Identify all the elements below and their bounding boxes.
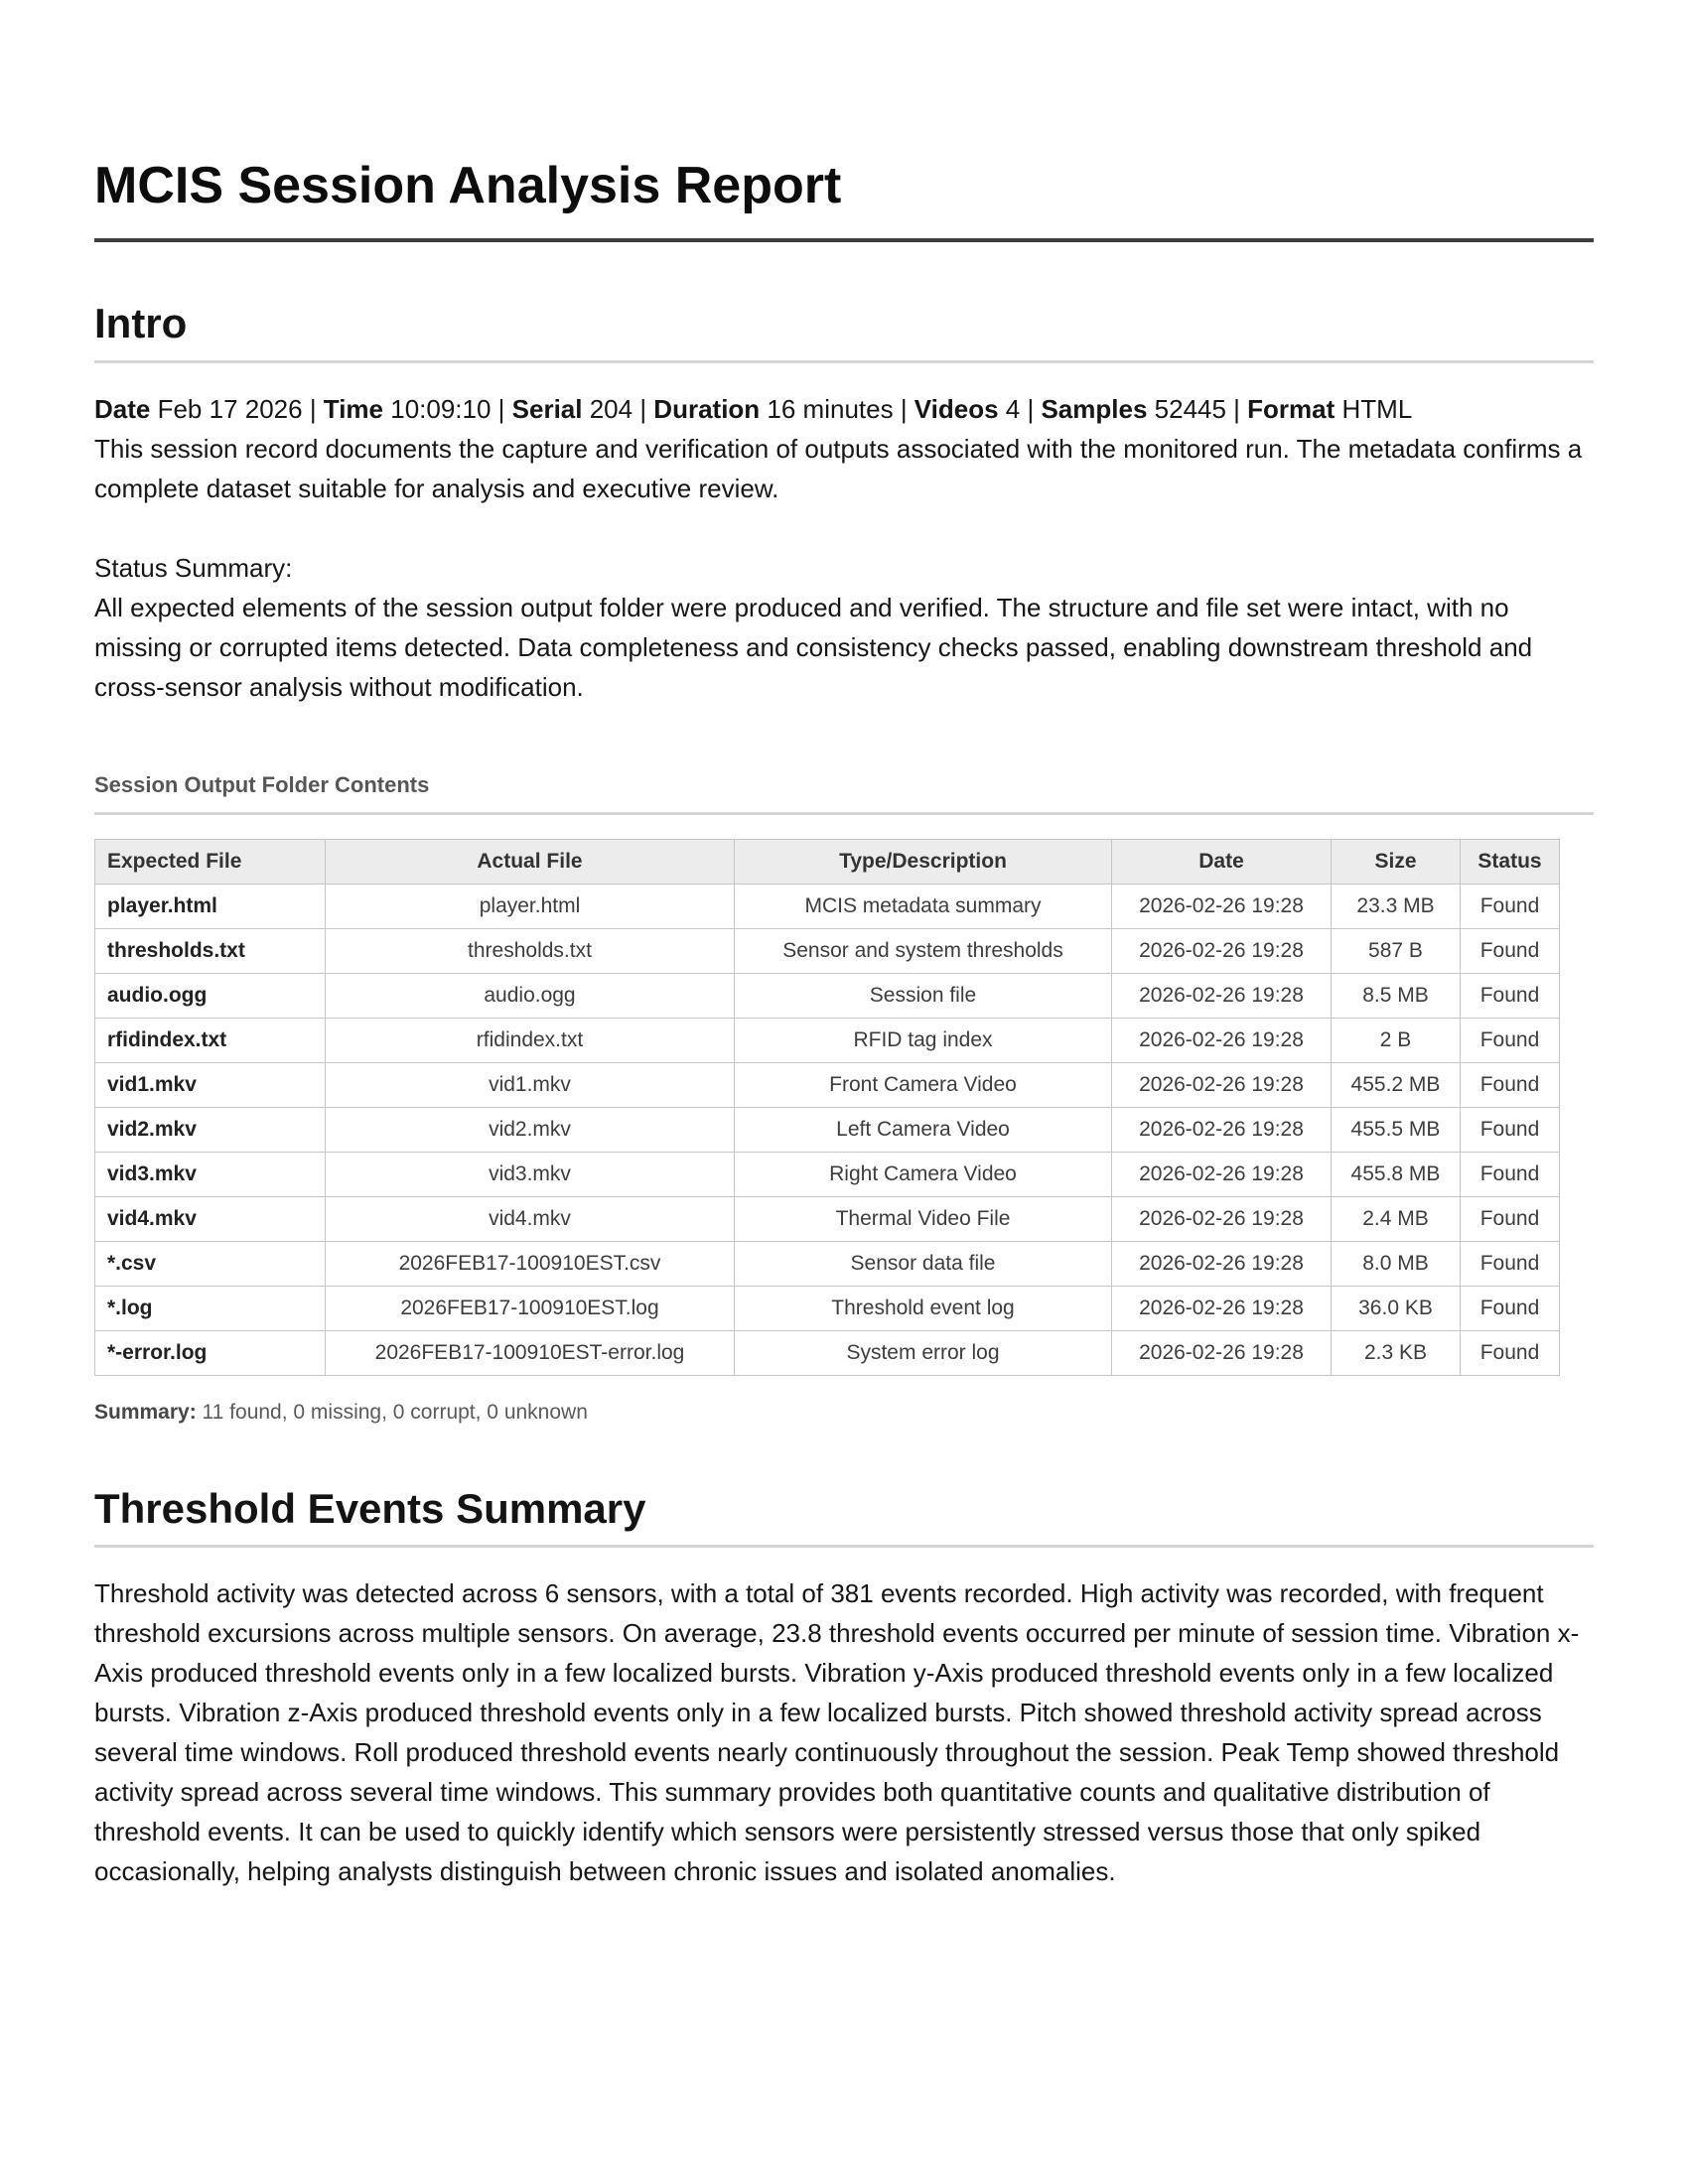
table-cell: vid4.mkv [326, 1196, 735, 1241]
table-row [95, 1196, 1560, 1241]
table-summary-text: 11 found, 0 missing, 0 corrupt, 0 unknown [202, 1400, 588, 1424]
threshold-events-heading: Threshold Events Summary [94, 1483, 1594, 1549]
table-row [95, 1018, 1560, 1062]
table-cell: *.csv [95, 1241, 326, 1286]
table-cell: 2026-02-26 19:28 [1112, 1196, 1332, 1241]
table-cell: Found [1461, 1107, 1560, 1152]
table-cell: vid1.mkv [326, 1062, 735, 1107]
table-cell: vid3.mkv [95, 1152, 326, 1196]
status-summary-label: Status Summary: [94, 552, 293, 583]
table-cell: 455.2 MB [1332, 1062, 1461, 1107]
meta-label: Date [94, 393, 151, 424]
table-cell: System error log [735, 1330, 1112, 1375]
table-cell: 587 B [1332, 928, 1461, 973]
table-cell: 2026-02-26 19:28 [1112, 1241, 1332, 1286]
table-cell: thresholds.txt [326, 928, 735, 973]
table-cell: vid3.mkv [326, 1152, 735, 1196]
table-row [95, 1062, 1560, 1107]
table-cell: 8.5 MB [1332, 973, 1461, 1018]
meta-value: 4 [998, 393, 1021, 424]
table-cell: Found [1461, 884, 1560, 928]
table-cell: Right Camera Video [735, 1152, 1112, 1196]
table-cell: *-error.log [95, 1330, 326, 1375]
folder-contents-table [94, 839, 1560, 1376]
table-cell: MCIS metadata summary [735, 884, 1112, 928]
table-cell: Sensor data file [735, 1241, 1112, 1286]
session-meta: Date Feb 17 2026 | Time 10:09:10 | Serial 204 | Duration 16 minutes | Videos 4 | Samples 52445 | Format HTML [94, 393, 1413, 424]
table-column-header: Status [1461, 839, 1560, 884]
table-cell: 455.5 MB [1332, 1107, 1461, 1152]
table-body [95, 884, 1560, 1375]
table-cell: 2026-02-26 19:28 [1112, 1062, 1332, 1107]
table-cell: 455.8 MB [1332, 1152, 1461, 1196]
table-cell: player.html [326, 884, 735, 928]
table-row [95, 973, 1560, 1018]
table-column-header: Expected File [95, 839, 326, 884]
table-column-header: Date [1112, 839, 1332, 884]
table-cell: vid2.mkv [95, 1107, 326, 1152]
table-cell: 2026-02-26 19:28 [1112, 928, 1332, 973]
table-cell: Session file [735, 973, 1112, 1018]
table-cell: rfidindex.txt [326, 1018, 735, 1062]
table-cell: 2026-02-26 19:28 [1112, 1330, 1332, 1375]
table-cell: Front Camera Video [735, 1062, 1112, 1107]
meta-value: 204 [582, 393, 633, 424]
meta-value: HTML [1335, 393, 1413, 424]
table-header-row [95, 839, 1560, 884]
table-cell: Found [1461, 1196, 1560, 1241]
table-cell: Found [1461, 1018, 1560, 1062]
intro-description: This session record documents the capture and verification of outputs associated with the monitored run. The metadata confirms a complete dataset suitable for analysis and executive review. [94, 433, 1583, 503]
intro-heading: Intro [94, 298, 1594, 363]
table-cell: Found [1461, 1152, 1560, 1196]
table-cell: 8.0 MB [1332, 1241, 1461, 1286]
table-cell: Thermal Video File [735, 1196, 1112, 1241]
table-column-header: Type/Description [735, 839, 1112, 884]
table-cell: Sensor and system thresholds [735, 928, 1112, 973]
table-column-header: Actual File [326, 839, 735, 884]
table-cell: 2026-02-26 19:28 [1112, 1018, 1332, 1062]
threshold-events-body: Threshold activity was detected across 6 sensors, with a total of 381 events recorded. High activity was recorded, with frequent threshold excursions across multiple sensors. On average, 23.8 threshold events occurred per minute of session time. Vibration x-Axis produced threshold events only in a few localized bursts. Vibration y-Axis produced threshold events only in a few localized bursts. Vibration z-Axis produced threshold events only in a few localized bursts. Pitch showed threshold activity spread across several time windows. Roll produced threshold events nearly continuously throughout the session. Peak Temp showed threshold activity spread across several time windows. This summary provides both quantitative counts and qualitative distribution of threshold events. It can be used to quickly identify which sensors were persistently stressed versus those that only spiked occasionally, helping analysts distinguish between chronic issues and isolated anomalies. [94, 1578, 1580, 1886]
table-row [95, 1152, 1560, 1196]
meta-value: 10:09:10 [383, 393, 492, 424]
table-cell: audio.ogg [95, 973, 326, 1018]
table-column-header: Size [1332, 839, 1461, 884]
table-row [95, 1330, 1560, 1375]
table-row [95, 928, 1560, 973]
table-cell: 23.3 MB [1332, 884, 1461, 928]
meta-label: Samples [1041, 393, 1148, 424]
status-summary-text: All expected elements of the session output folder were produced and verified. The structure and file set were intact, with no missing or corrupted items detected. Data completeness and consistency checks passed, enabling downstream threshold and cross-sensor analysis without modification. [94, 592, 1533, 702]
meta-value: 52445 [1147, 393, 1226, 424]
table-cell: Found [1461, 1286, 1560, 1330]
table-cell: vid2.mkv [326, 1107, 735, 1152]
status-summary [94, 548, 1594, 707]
table-cell: 2026FEB17-100910EST-error.log [326, 1330, 735, 1375]
table-row [95, 1241, 1560, 1286]
table-cell: Found [1461, 1241, 1560, 1286]
meta-value: Feb 17 2026 [150, 393, 303, 424]
table-cell: Found [1461, 973, 1560, 1018]
table-cell: vid1.mkv [95, 1062, 326, 1107]
table-cell: 36.0 KB [1332, 1286, 1461, 1330]
table-cell: 2 B [1332, 1018, 1461, 1062]
meta-value: 16 minutes [760, 393, 894, 424]
table-row [95, 884, 1560, 928]
table-cell: Left Camera Video [735, 1107, 1112, 1152]
meta-label: Videos [914, 393, 999, 424]
meta-label: Time [323, 393, 384, 424]
table-cell: 2.3 KB [1332, 1330, 1461, 1375]
table-cell: rfidindex.txt [95, 1018, 326, 1062]
meta-label: Duration [653, 393, 761, 424]
table-cell: 2.4 MB [1332, 1196, 1461, 1241]
table-cell: vid4.mkv [95, 1196, 326, 1241]
table-row [95, 1107, 1560, 1152]
table-summary [94, 1398, 1594, 1428]
table-cell: audio.ogg [326, 973, 735, 1018]
table-cell: 2026-02-26 19:28 [1112, 1286, 1332, 1330]
folder-contents-heading: Session Output Folder Contents [94, 772, 1594, 815]
table-cell: 2026-02-26 19:28 [1112, 1107, 1332, 1152]
table-cell: 2026-02-26 19:28 [1112, 884, 1332, 928]
meta-label: Format [1247, 393, 1336, 424]
table-cell: Found [1461, 928, 1560, 973]
table-cell: Threshold event log [735, 1286, 1112, 1330]
table-cell: 2026-02-26 19:28 [1112, 973, 1332, 1018]
meta-label: Serial [511, 393, 583, 424]
table-cell: RFID tag index [735, 1018, 1112, 1062]
table-summary-label: Summary: [94, 1400, 197, 1424]
table-cell: Found [1461, 1062, 1560, 1107]
table-cell: *.log [95, 1286, 326, 1330]
table-cell: 2026FEB17-100910EST.csv [326, 1241, 735, 1286]
table-cell: thresholds.txt [95, 928, 326, 973]
page-title: MCIS Session Analysis Report [94, 154, 1594, 242]
table-cell: Found [1461, 1330, 1560, 1375]
table-cell: player.html [95, 884, 326, 928]
table-cell: 2026-02-26 19:28 [1112, 1152, 1332, 1196]
table-row [95, 1286, 1560, 1330]
table-cell: 2026FEB17-100910EST.log [326, 1286, 735, 1330]
